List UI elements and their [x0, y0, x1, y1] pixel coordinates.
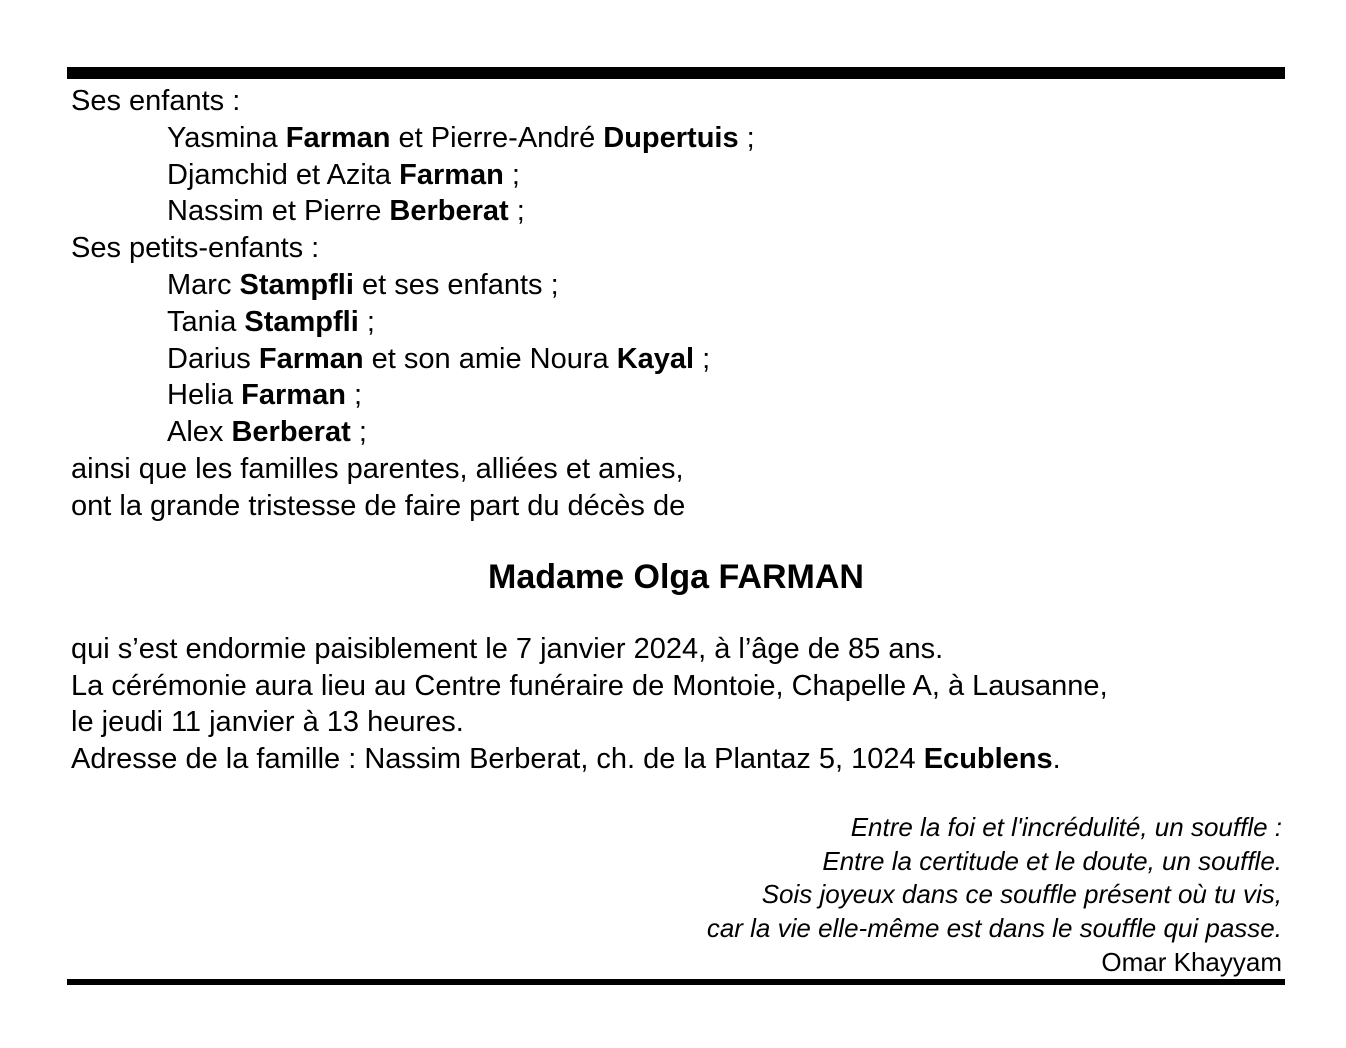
- grandchild-line: Helia Farman ;: [167, 379, 363, 411]
- poem-line: Entre la certitude et le doute, un souffle.: [822, 846, 1282, 876]
- poem-line: Sois joyeux dans ce souffle présent où tu vis,: [761, 879, 1282, 909]
- child-line: Nassim et Pierre Berberat ;: [167, 195, 525, 227]
- grandchild-line: Alex Berberat ;: [167, 416, 367, 448]
- children-heading: Ses enfants :: [71, 85, 241, 117]
- child-line: Djamchid et Azita Farman ;: [167, 159, 520, 191]
- ceremony-line: La cérémonie aura lieu au Centre funéraire de Montoie, Chapelle A, à Lausanne,: [71, 670, 1108, 702]
- family-address: Adresse de la famille : Nassim Berberat, ch. de la Plantaz 5, 1024 Ecublens.: [71, 743, 1061, 775]
- closing-line: ainsi que les familles parentes, alliées et amies,: [71, 453, 684, 485]
- ceremony-date-line: le jeudi 11 janvier à 13 heures.: [71, 706, 464, 738]
- grandchild-line: Tania Stampfli ;: [167, 306, 375, 338]
- passing-line: qui s’est endormie paisiblement le 7 janvier 2024, à l’âge de 85 ans.: [71, 633, 944, 665]
- top-rule: [67, 67, 1285, 79]
- grandchild-line: Darius Farman et son amie Noura Kayal ;: [167, 343, 711, 375]
- child-line: Yasmina Farman et Pierre-André Dupertuis ;: [167, 122, 755, 154]
- grandchild-line: Marc Stampfli et ses enfants ;: [167, 269, 559, 301]
- poem-line: car la vie elle-même est dans le souffle qui passe.: [706, 913, 1282, 943]
- poem-line: Entre la foi et l'incrédulité, un souffle :: [850, 812, 1282, 842]
- poem-author: Omar Khayyam: [1101, 947, 1282, 977]
- closing-line: ont la grande tristesse de faire part du décès de: [71, 490, 686, 522]
- deceased-name: Madame Olga FARMAN: [488, 558, 864, 596]
- bottom-rule: [67, 979, 1285, 985]
- grandchildren-heading: Ses petits-enfants :: [71, 232, 320, 264]
